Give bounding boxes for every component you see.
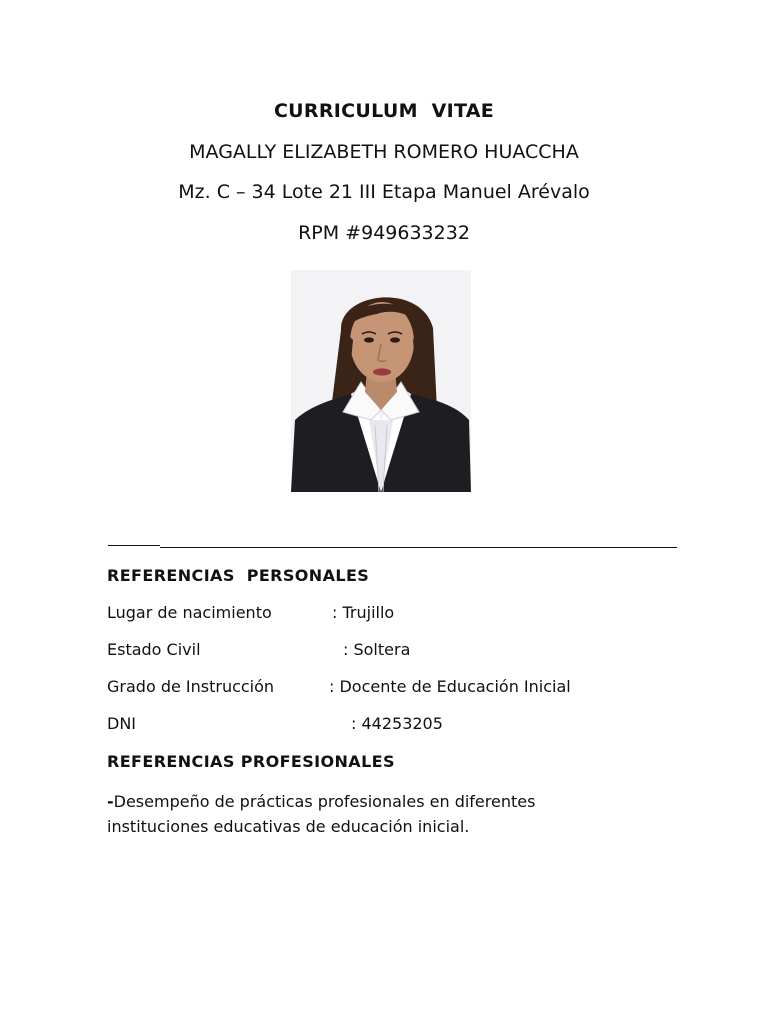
professional-references-heading: REFERENCIAS PROFESIONALES	[107, 752, 395, 771]
info-label: Grado de Instrucción	[107, 677, 275, 696]
bullet-dash: -	[107, 792, 114, 811]
candidate-name: MAGALLY ELIZABETH ROMERO HUACCHA	[189, 141, 579, 163]
info-label: Estado Civil	[107, 640, 201, 659]
divider-line	[108, 545, 160, 546]
personal-references-heading: REFERENCIAS PERSONALES	[107, 566, 370, 585]
info-label: DNI	[107, 714, 137, 733]
portrait-photo	[291, 270, 471, 492]
info-value: : Docente de Educación Inicial	[329, 677, 571, 696]
divider-line	[573, 547, 677, 548]
document-title: CURRICULUM VITAE	[273, 100, 495, 122]
info-value: : Soltera	[343, 640, 411, 659]
professional-description	[107, 789, 627, 839]
divider-line	[160, 547, 573, 548]
candidate-address: Mz. C – 34 Lote 21 III Etapa Manuel Arévalo	[178, 181, 590, 203]
portrait-illustration	[291, 270, 471, 492]
professional-text: Desempeño de prácticas profesionales en diferentes instituciones educativas de educación inicial.	[107, 792, 536, 836]
info-value: : 44253205	[351, 714, 443, 733]
candidate-phone: RPM #949633232	[298, 222, 470, 244]
info-label: Lugar de nacimiento	[107, 603, 272, 622]
info-value: : Trujillo	[332, 603, 395, 622]
